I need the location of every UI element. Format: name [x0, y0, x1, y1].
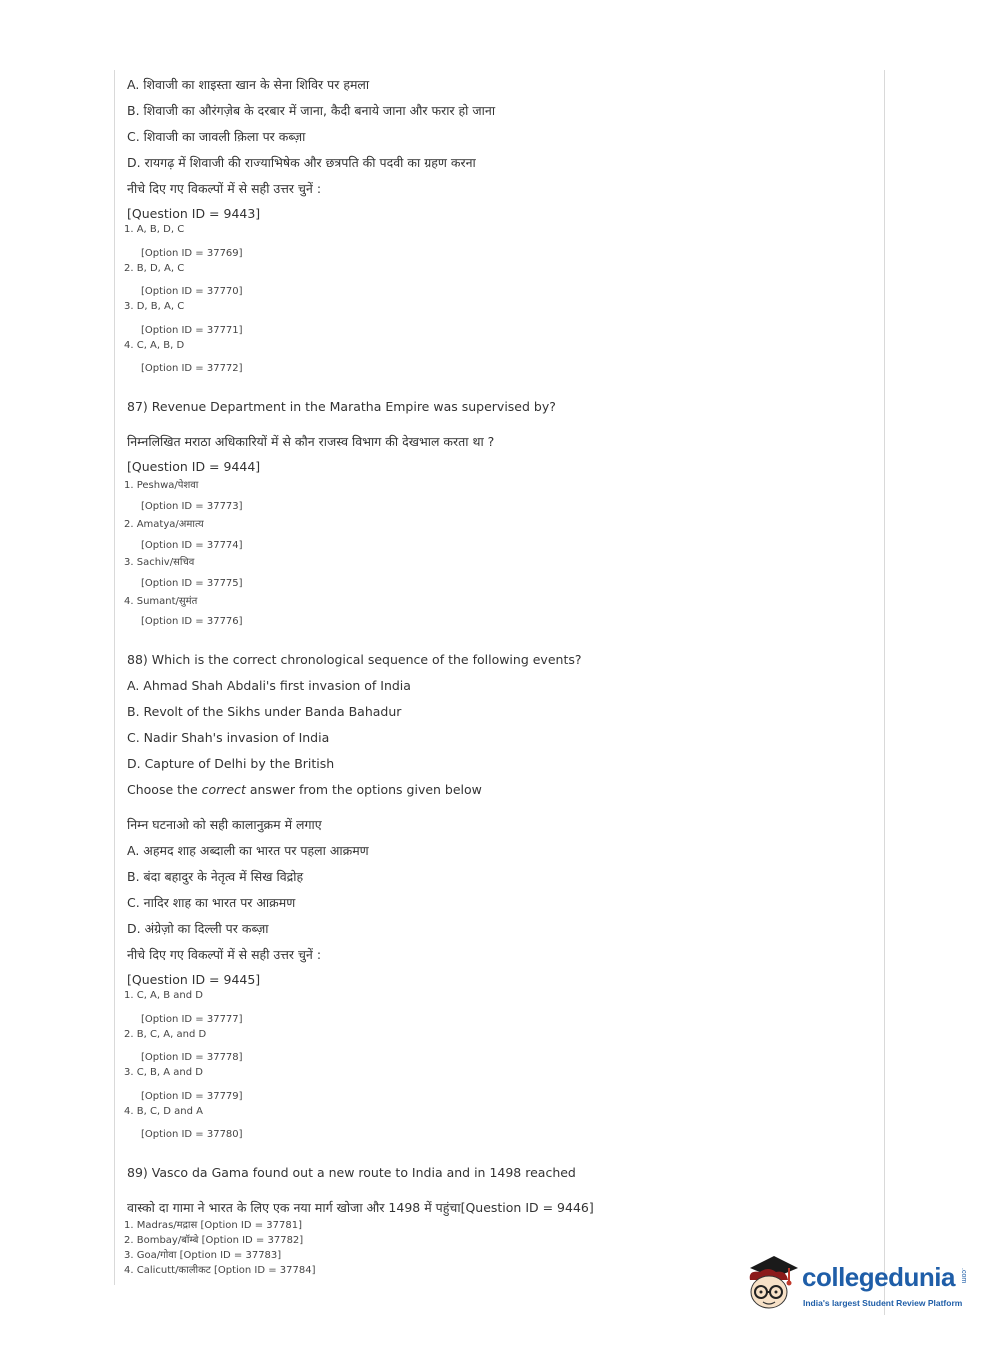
q88-instruction-pre: Choose the [127, 782, 202, 797]
q87-title-hindi: निम्नलिखित मराठा अधिकारियों में से कौन राजस्व विभाग की देखभाल करता था ? [127, 434, 495, 449]
q87-option-1-id: [Option ID = 37773] [141, 501, 243, 512]
q88-instruction [127, 782, 482, 797]
q87-option-4-id: [Option ID = 37776] [141, 616, 243, 627]
q86-option-1-id: [Option ID = 37769] [141, 248, 243, 259]
collegedunia-logo[interactable] [742, 1250, 972, 1320]
q88-option-4-id: [Option ID = 37780] [141, 1129, 243, 1140]
q89-option-1: 1. Madras/मद्रास [Option ID = 37781] [124, 1220, 303, 1231]
q88-statement-b-hindi: B. बंदा बहादुर के नेतृत्व में सिख विद्रोह [127, 869, 304, 884]
q88-question-id: [Question ID = 9445] [127, 972, 261, 987]
q86-option-3-id: [Option ID = 37771] [141, 325, 243, 336]
q88-title: 88) Which is the correct chronological sequence of the following events? [127, 652, 582, 667]
q88-option-2: 2. B, C, A, and D [124, 1029, 207, 1040]
q88-option-1: 1. C, A, B and D [124, 990, 203, 1001]
q87-option-2: 2. Amatya/अमात्य [124, 519, 204, 530]
q86-option-1: 1. A, B, D, C [124, 224, 185, 235]
q87-question-id: [Question ID = 9444] [127, 459, 261, 474]
q88-instruction-em: correct [201, 782, 246, 797]
q86-option-2-id: [Option ID = 37770] [141, 286, 243, 297]
page-right-border [884, 70, 885, 1315]
q89-option-2: 2. Bombay/बॉम्बे [Option ID = 37782] [124, 1235, 304, 1246]
q87-option-3: 3. Sachiv/सचिव [124, 557, 195, 568]
q89-title-hindi: वास्को दा गामा ने भारत के लिए एक नया मार्ग खोजा और 1498 में पहुंचा[Question ID = 9446] [127, 1200, 594, 1215]
q87-option-3-id: [Option ID = 37775] [141, 578, 243, 589]
q88-option-4: 4. B, C, D and A [124, 1106, 203, 1117]
q88-option-2-id: [Option ID = 37778] [141, 1052, 243, 1063]
q86-option-4-id: [Option ID = 37772] [141, 363, 243, 374]
q86-option-2: 2. B, D, A, C [124, 263, 185, 274]
q88-statement-a-hindi: A. अहमद शाह अब्दाली का भारत पर पहला आक्रमण [127, 843, 369, 858]
logo-wordmark: collegedunia [802, 1262, 955, 1292]
q87-option-1: 1. Peshwa/पेशवा [124, 480, 199, 491]
q88-statement-d-hindi: D. अंग्रेज़ो का दिल्ली पर कब्ज़ा [127, 921, 269, 936]
logo-domain-suffix: .com [960, 1268, 967, 1284]
q86-statement-a: A. शिवाजी का शाइस्ता खान के सेना शिविर पर हमला [127, 77, 370, 92]
q86-question-id: [Question ID = 9443] [127, 206, 261, 221]
q89-option-3: 3. Goa/गोवा [Option ID = 37783] [124, 1250, 282, 1261]
q86-option-4: 4. C, A, B, D [124, 340, 185, 351]
mascot-icon [742, 1250, 802, 1314]
q88-statement-c-hindi: C. नादिर शाह का भारत पर आक्रमण [127, 895, 296, 910]
q88-option-1-id: [Option ID = 37777] [141, 1014, 243, 1025]
q88-instruction-post: answer from the options given below [245, 782, 482, 797]
page-left-border [114, 70, 115, 1285]
q88-instruction-hindi: नीचे दिए गए विकल्पों में से सही उत्तर चुनें : [127, 947, 322, 962]
logo-tagline: India's largest Student Review Platform [803, 1298, 963, 1308]
q88-statement-a: A. Ahmad Shah Abdali's first invasion of India [127, 678, 411, 693]
q88-title-hindi: निम्न घटनाओ को सही कालानुक्रम में लगाए [127, 817, 322, 832]
q88-statement-b: B. Revolt of the Sikhs under Banda Bahadur [127, 704, 402, 719]
q86-statement-d: D. रायगढ़ में शिवाजी की राज्याभिषेक और छत्रपति की पदवी का ग्रहण करना [127, 155, 476, 170]
q86-instruction: नीचे दिए गए विकल्पों में से सही उत्तर चुनें : [127, 181, 322, 196]
q86-statement-c: C. शिवाजी का जावली क़िला पर कब्ज़ा [127, 129, 306, 144]
q87-option-2-id: [Option ID = 37774] [141, 540, 243, 551]
q88-option-3: 3. C, B, A and D [124, 1067, 203, 1078]
q88-statement-d: D. Capture of Delhi by the British [127, 756, 335, 771]
q89-option-4: 4. Calicutt/कालीकट [Option ID = 37784] [124, 1265, 316, 1276]
q87-title: 87) Revenue Department in the Maratha Empire was supervised by? [127, 399, 556, 414]
q86-option-3: 3. D, B, A, C [124, 301, 185, 312]
q87-option-4: 4. Sumant/सुमंत [124, 596, 198, 607]
q86-statement-b: B. शिवाजी का औरंगज़ेब के दरबार में जाना, कैदी बनाये जाना और फरार हो जाना [127, 103, 496, 118]
q89-title: 89) Vasco da Gama found out a new route to India and in 1498 reached [127, 1165, 576, 1180]
q88-statement-c: C. Nadir Shah's invasion of India [127, 730, 330, 745]
q88-option-3-id: [Option ID = 37779] [141, 1091, 243, 1102]
